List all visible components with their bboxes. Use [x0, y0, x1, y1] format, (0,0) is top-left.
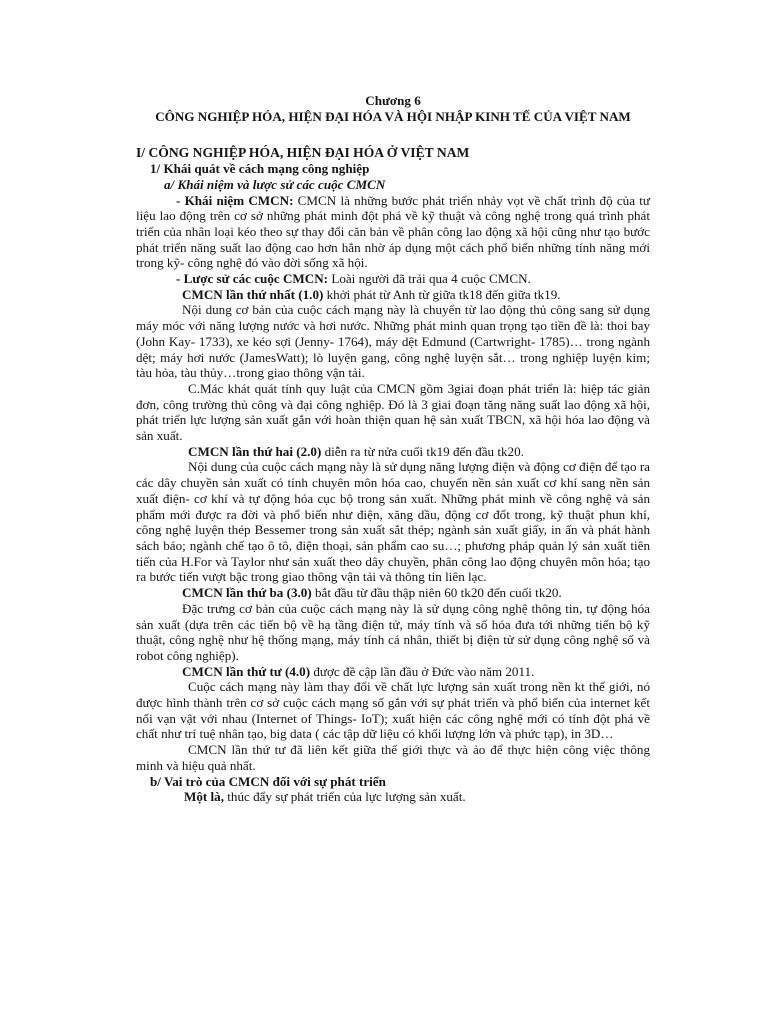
- concept-label: - Khái niệm CMCN:: [176, 192, 294, 208]
- chapter-label: Chương 6: [365, 93, 421, 108]
- subsection-heading-1: 1/ Khái quát về cách mạng công nghiệp: [150, 161, 370, 177]
- revolution-3-paragraph-1: Đặc trưng cơ bản của cuộc cách mạng này là sử dụng công nghệ thông tin, tự động hóa sản xuất (dựa trên các tiến bộ về hạ tầng điện tử, máy tính và số hóa đưa tới những tiến bộ kỹ thuật, công nghệ như hệ thống mạng, máy tính cá nhân, thiết bị điện tử sử dụng công nghệ số và robot công nghiệp).: [136, 600, 650, 663]
- history-text: Loài người đã trải qua 4 cuộc CMCN.: [328, 271, 531, 287]
- revolution-2-label: CMCN lần thứ hai (2.0): [188, 443, 322, 459]
- revolution-1-paragraph-2: C.Mác khát quát tính quy luật của CMCN gồm 3giai đoạn phát triển là: hiệp tác giản đơn, công trường thủ công và đại công nghiệp. Đó là 3 giai đoạn tăng năng suất lao động xã hội, phát triển lực lượng sản xuất gắn với hoàn thiện quan hệ sản xuất TBCN, xã hội hóa lao động và sản xuất.: [136, 380, 650, 444]
- concept-paragraph: [136, 193, 650, 272]
- revolution-4-paragraph-1: Cuộc cách mạng này làm thay đổi về chất lực lượng sản xuất trong nền kt thế giới, nó được hình thành trên cơ sở cuộc cách mạng số gắn với sự phát triển và phổ biến của internet kết nối vạn vật với nhau (Internet of Things- IoT); xuất hiện các công nghệ mới có tính đột phá về chất như trí tuệ nhân tạo, big data ( các tập dữ liệu có khối lượng lớn và phức tạp), in 3D…: [136, 679, 650, 742]
- history-paragraph: [136, 271, 650, 287]
- revolution-3-heading: [136, 585, 650, 601]
- revolution-4-heading: [136, 664, 650, 680]
- revolution-3-text: bắt đầu từ đầu thập niên 60 tk20 đến cuối tk20.: [311, 585, 562, 601]
- revolution-4-label: CMCN lần thứ tư (4.0): [182, 663, 311, 679]
- subsection-heading-1a: a/ Khái niệm và lược sử các cuộc CMCN: [164, 176, 386, 192]
- subsection-heading-1b: b/ Vai trò của CMCN đối với sự phát triển: [150, 773, 386, 789]
- chapter-title: CÔNG NGHIỆP HÓA, HIỆN ĐẠI HÓA VÀ HỘI NHẬP KINH TẾ CỦA VIỆT NAM: [155, 108, 631, 124]
- role-1-text: thúc đẩy sự phát triển của lực lượng sản xuất.: [224, 789, 466, 805]
- revolution-2-paragraph-1: Nội dung của cuộc cách mạng này là sử dụng năng lượng điện và động cơ điện để tạo ra các dây chuyền sản xuất có tính chuyên môn hóa cao, chuyển nền sản xuất cơ khí sang nền sản xuất điện- cơ khí và tự động hóa cục bộ trong sản xuất. Những phát minh về công nghệ và sản phẩm mới được ra đời và phổ biến như điện, xăng dầu, động cơ đốt trong, kỹ thuật phun khí, công nghệ luyện thép Bessemer trong sản xuất sắt thép; ngành sản xuất giấy, in ấn và phát hành sách báo; ngành chế tạo ô tô, điện thoại, sản phẩm cao su…; phương pháp quản lý sản xuất tiên tiến của H.For và Taylor như sản xuất theo dây chuyền, phân công lao động chuyên môn hóa; tạo ra bước tiến vượt bậc trong giao thông vận tải và thông tin liên lạc.: [136, 459, 650, 585]
- revolution-3-label: CMCN lần thứ ba (3.0): [182, 585, 312, 601]
- revolution-1-paragraph-1: Nội dung cơ bản của cuộc cách mạng này là chuyển từ lao động thủ công sang sử dụng máy móc với năng lượng nước và hơi nước. Những phát minh quan trọng tạo tiền đề là: thoi bay (John Kay- 1733), xe kéo sợi (Jenny- 1764), máy dệt Edmund (Cartwright- 1785)… trong ngành dệt; máy hơi nước (JamesWatt); lò luyện gang, công nghệ luyện sắt… trong nghiệp luyện kim; tàu hỏa, tàu thủy…trong giao thông vận tải.: [136, 302, 650, 381]
- section-heading: I/ CÔNG NGHIỆP HÓA, HIỆN ĐẠI HÓA Ở VIỆT NAM: [136, 145, 470, 161]
- role-1-paragraph: [136, 789, 650, 805]
- revolution-2-text: diễn ra từ nửa cuối tk19 đến đầu tk20.: [321, 443, 524, 459]
- revolution-1-label: CMCN lần thứ nhất (1.0): [182, 286, 324, 302]
- revolution-1-text: khởi phát từ Anh từ giữa tk18 đến giữa tk19.: [323, 286, 561, 302]
- revolution-4-paragraph-2: CMCN lần thứ tư đã liên kết giữa thế giới thực và ảo để thực hiện công việc thông minh và hiệu quả nhất.: [136, 742, 650, 773]
- concept-text: CMCN là những bước phát triển nhảy vọt về chất trình độ của tư liệu lao động trên cơ sở những phát minh đột phá về kỹ thuật và công nghệ trong quá trình phát triển của nhân loại kéo theo sự thay đổi căn bản về phân công lao động xã hội cũng như tạo bước phát triển năng suất lao động cao hơn hẳn nhờ áp dụng một cách phổ biến những tính năng mới trong kỹ- công nghệ đó vào đời sống xã hội.: [136, 192, 650, 271]
- revolution-2-heading: [136, 444, 650, 460]
- role-1-label: Một là,: [184, 789, 224, 805]
- revolution-4-text: được đề cập lần đầu ở Đức vào năm 2011.: [310, 663, 535, 679]
- revolution-1-heading: [136, 287, 650, 303]
- history-label: - Lược sử các cuộc CMCN:: [176, 271, 329, 287]
